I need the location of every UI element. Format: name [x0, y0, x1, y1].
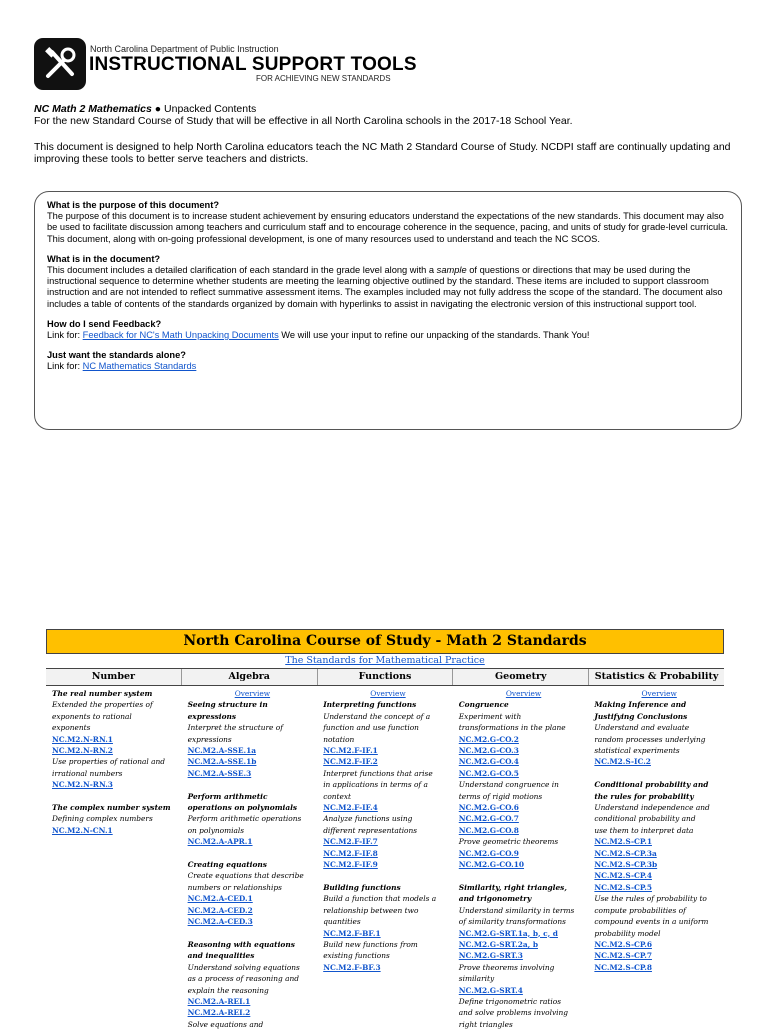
spacer — [188, 779, 318, 790]
standard-link[interactable]: NC.M2.S-IC.2 — [594, 757, 651, 767]
standard-link[interactable]: NC.M2.F-IF.9 — [323, 860, 378, 870]
intro — [34, 103, 734, 165]
cluster-description: Understand similarity in terms — [458, 905, 575, 915]
cluster-heading: Similarity, right triangles, — [458, 882, 567, 892]
cluster-description: Use properties of rational and — [52, 757, 165, 767]
header-algebra: Algebra — [181, 669, 317, 685]
standard-link[interactable]: NC.M2.A-SSE.1a — [187, 746, 257, 756]
doc-title-rest: ● Unpacked Contents — [151, 103, 257, 115]
standard-link[interactable]: NC.M2.G-SRT.3 — [458, 951, 523, 961]
cluster-description: terms of rigid motions — [458, 791, 543, 801]
feedback-suffix: We will use your input to refine our unpacking of the standards. Thank You! — [278, 330, 590, 341]
standard-link[interactable]: NC.M2.A-SSE.1b — [187, 757, 257, 767]
cluster-heading: Building functions — [323, 882, 401, 892]
cluster-heading: Perform arithmetic — [187, 791, 268, 801]
spacer — [188, 928, 318, 939]
tools-icon — [34, 38, 86, 90]
cluster-description: context — [323, 791, 352, 801]
standards-table — [46, 629, 724, 1030]
standard-link[interactable]: NC.M2.G-SRT.1a, b, c, d — [458, 928, 558, 938]
table-columns — [46, 686, 724, 1030]
intro-paragraph: This document is designed to help North Carolina educators teach the NC Math 2 Standard Course of Study. NCDPI staff are continually updating and improving these tools to better serve teachers and districts. — [34, 141, 731, 165]
standard-link[interactable]: NC.M2.A-REI.1 — [187, 996, 251, 1006]
standards-text — [47, 361, 729, 372]
standard-link[interactable]: NC.M2.G-CO.3 — [458, 746, 519, 756]
cluster-heading: The real number system — [52, 689, 153, 698]
doc-title-bold: NC Math 2 Mathematics — [34, 103, 152, 115]
logo-title: INSTRUCTIONAL SUPPORT TOOLS — [89, 54, 417, 75]
standards-prefix: Link for: — [47, 361, 83, 372]
logo — [34, 38, 417, 90]
overview-link[interactable]: Overview — [234, 689, 271, 698]
cluster-description: statistical experiments — [594, 746, 680, 756]
doc-title — [34, 103, 734, 115]
cluster-description: explain the reasoning — [187, 985, 269, 995]
cluster-heading: Creating equations — [187, 860, 267, 870]
spacer — [188, 848, 318, 859]
standard-link[interactable]: NC.M2.N-RN.2 — [52, 746, 113, 756]
standard-link[interactable]: NC.M2.S-CP.8 — [594, 962, 652, 972]
cluster-description: Interpret functions that arise — [323, 768, 433, 778]
standard-link[interactable]: NC.M2.S-CP.7 — [594, 951, 652, 961]
feedback-link[interactable]: Feedback for NC's Math Unpacking Documents — [82, 330, 279, 341]
feedback-text — [47, 330, 729, 341]
cluster-description: use them to interpret data — [594, 825, 694, 835]
cluster-description: right triangles — [458, 1019, 513, 1029]
table-subtitle — [46, 654, 724, 668]
cluster-description: compound events in a uniform — [594, 917, 709, 927]
header-number: Number — [91, 671, 136, 682]
cluster-description: notation — [323, 734, 355, 744]
cluster-heading: and trigonometry — [458, 894, 532, 904]
info-box — [34, 191, 742, 430]
standard-link[interactable]: NC.M2.F-IF.1 — [323, 746, 378, 756]
cluster-description: Understand congruence in — [458, 780, 559, 790]
practice-link[interactable]: The Standards for Mathematical Practice — [285, 655, 485, 666]
column-functions — [317, 686, 453, 1030]
cluster-description: and solve problems involving — [458, 1008, 569, 1018]
cluster-description: Define trigonometric ratios — [458, 996, 562, 1006]
cluster-description: expressions — [187, 734, 232, 744]
standard-link[interactable]: NC.M2.N-RN.3 — [52, 780, 113, 790]
contents-text — [47, 265, 729, 310]
cluster-description: Understand independence and — [594, 803, 710, 813]
standard-link[interactable]: NC.M2.A-CED.3 — [187, 917, 253, 927]
cluster-description: Create equations that describe — [187, 871, 304, 881]
purpose-text: The purpose of this document is to increase student achievement by ensuring educators understand the expectations of the new standards. This document may also be used to facilitate discussion among teachers and curriculum staff and to encourage coherence in the sequence, pacing, and units of study for grade-level curricula. This document, along with on-going professional development, is one of many resources used to understand and teach the NC SCOS. — [47, 211, 728, 244]
cluster-heading: The complex number system — [52, 803, 171, 813]
standard-link[interactable]: NC.M2.A-CED.2 — [187, 905, 253, 915]
cluster-heading: Making Inference and — [594, 700, 687, 710]
cluster-heading: Seeing structure in — [187, 700, 268, 710]
standard-link[interactable]: NC.M2.A-REI.2 — [187, 1008, 251, 1018]
standard-link[interactable]: NC.M2.S-CP.3b — [594, 860, 658, 870]
contents-heading: What is in the document? — [47, 253, 161, 264]
overview-link[interactable]: Overview — [370, 689, 406, 698]
cluster-description: Perform arithmetic operations — [187, 814, 302, 824]
cluster-heading: the rules for probability — [594, 791, 694, 801]
logo-tagline: FOR ACHIEVING NEW STANDARDS — [256, 74, 391, 83]
contents-text-pre: This document includes a detailed clarification of each standard in the grade level along with a — [47, 265, 437, 276]
cluster-description: in applications in terms of a — [323, 780, 428, 790]
cluster-description: quantities — [323, 917, 361, 927]
cluster-description: irrational numbers — [52, 768, 123, 778]
cluster-heading: and inequalities — [187, 951, 255, 961]
spacer — [323, 871, 453, 882]
cluster-description: Prove theorems involving — [458, 962, 555, 972]
cluster-heading: Congruence — [458, 700, 509, 710]
standard-link[interactable]: NC.M2.G-CO.4 — [458, 757, 519, 767]
standards-link[interactable]: NC Mathematics Standards — [82, 361, 197, 372]
cluster-heading: expressions — [187, 711, 237, 721]
header-geometry: Geometry — [452, 669, 588, 685]
cluster-description: different representations — [323, 825, 418, 835]
standard-link[interactable]: NC.M2.S-CP.3a — [594, 848, 657, 858]
cluster-description: Solve equations and — [187, 1019, 264, 1029]
standard-link[interactable]: NC.M2.F-IF.2 — [323, 757, 378, 767]
contents-text-post: of questions or directions that may be used during the instructional sequence to determine whether students are meeting the learning objective outlined by the standard. These items are included to support classroom instruction and are not intended to reflect summative assessment items. The examples included may not fully address the scope of the standard. The document also includes a table of contents of the standards organized by domain with hyperlinks to assist in navigating the electronic version of this instructional support tool. — [47, 265, 723, 309]
cluster-description: Understand and evaluate — [594, 723, 690, 733]
standard-link[interactable]: NC.M2.S-CP.5 — [594, 882, 652, 892]
cluster-heading: Reasoning with equations — [187, 939, 295, 949]
spacer — [52, 791, 182, 802]
cluster-description: on polynomials — [187, 825, 245, 835]
standard-link[interactable]: NC.M2.A-SSE.3 — [187, 768, 252, 778]
cluster-description: as a process of reasoning and — [187, 974, 300, 984]
cluster-heading: operations on polynomials — [187, 803, 298, 813]
standard-link[interactable]: NC.M2.F-BF.3 — [323, 962, 381, 972]
cluster-description: Interpret the structure of — [187, 723, 283, 733]
standard-link[interactable]: NC.M2.G-CO.8 — [458, 825, 519, 835]
cluster-heading: Conditional probability and — [594, 780, 709, 790]
cluster-description: Defining complex numbers — [52, 814, 153, 824]
overview-link[interactable]: Overview — [505, 689, 542, 698]
cluster-description: Experiment with — [458, 711, 522, 721]
standard-link[interactable]: NC.M2.F-IF.4 — [323, 803, 378, 813]
cluster-description: probability model — [594, 928, 661, 938]
cluster-description: exponents — [52, 723, 91, 733]
overview-link[interactable]: Overview — [641, 689, 677, 698]
standard-link[interactable]: NC.M2.G-CO.2 — [458, 734, 519, 744]
cluster-description: random processes underlying — [594, 734, 706, 744]
standard-link[interactable]: NC.M2.G-SRT.2a, b — [458, 939, 538, 949]
cluster-description: conditional probability and — [594, 814, 696, 824]
cluster-description: Prove geometric theorems — [458, 837, 559, 847]
standard-link[interactable]: NC.M2.A-CED.1 — [187, 894, 253, 904]
cluster-description: transformations in the plane — [458, 723, 566, 733]
purpose-heading: What is the purpose of this document? — [47, 200, 219, 210]
standard-link[interactable]: NC.M2.N-RN.1 — [52, 734, 113, 744]
standard-link[interactable]: NC.M2.G-CO.10 — [458, 860, 525, 870]
cluster-description: Use the rules of probability to — [594, 894, 707, 904]
cluster-description: similarity — [458, 974, 495, 984]
feedback-heading: How do I send Feedback? — [47, 318, 162, 329]
standard-link[interactable]: NC.M2.G-CO.7 — [458, 814, 519, 824]
standard-link[interactable]: NC.M2.N-CN.1 — [52, 825, 113, 835]
cluster-description: numbers or relationships — [187, 882, 282, 892]
standard-link[interactable]: NC.M2.F-IF.7 — [323, 837, 378, 847]
cluster-heading: Justifying Conclusions — [594, 711, 688, 721]
table-title: North Carolina Course of Study - Math 2 Standards — [46, 629, 724, 654]
cluster-heading: Interpreting functions — [323, 700, 417, 710]
standards-heading: Just want the standards alone? — [47, 350, 186, 361]
standard-link[interactable]: NC.M2.S-CP.4 — [594, 871, 652, 881]
cluster-description: of similarity transformations — [458, 917, 566, 927]
feedback-prefix: Link for: — [47, 330, 83, 341]
cluster-description: relationship between two — [323, 905, 419, 915]
standard-link[interactable]: NC.M2.G-CO.9 — [458, 848, 519, 858]
cluster-description: function and use function — [323, 723, 419, 733]
standard-link[interactable]: NC.M2.S-CP.6 — [594, 939, 652, 949]
cluster-description: exponents to rational — [52, 711, 132, 721]
standard-link[interactable]: NC.M2.F-BF.1 — [323, 928, 381, 938]
standard-link[interactable]: NC.M2.A-APR.1 — [187, 837, 253, 847]
dept-name: North Carolina Department of Public Instruction — [90, 44, 279, 54]
cluster-description: Extended the properties of — [52, 700, 153, 710]
column-number — [46, 686, 182, 1030]
cluster-description: Understand solving equations — [187, 962, 300, 972]
contents-text-em: sample — [436, 265, 467, 276]
standard-link[interactable]: NC.M2.S-CP.1 — [594, 837, 652, 847]
cluster-description: existing functions — [323, 951, 390, 961]
column-geometry — [453, 686, 589, 1030]
cluster-description: Analyze functions using — [323, 814, 413, 824]
cluster-description: Understand the concept of a — [323, 711, 431, 721]
intro-line: For the new Standard Course of Study that will be effective in all North Carolina schools in the 2017-18 School Year. — [34, 115, 573, 127]
standard-link[interactable]: NC.M2.G-SRT.4 — [458, 985, 523, 995]
standard-link[interactable]: NC.M2.G-CO.5 — [458, 768, 519, 778]
header-functions: Functions — [317, 669, 453, 685]
cluster-description: Build new functions from — [323, 939, 418, 949]
table-headers — [46, 668, 724, 686]
column-algebra — [182, 686, 318, 1030]
cluster-description: compute probabilities of — [594, 905, 686, 915]
header-statistics: Statistics & Probability — [588, 669, 724, 685]
standard-link[interactable]: NC.M2.F-IF.8 — [323, 848, 378, 858]
column-statistics — [588, 686, 724, 1030]
standard-link[interactable]: NC.M2.G-CO.6 — [458, 803, 519, 813]
spacer — [459, 871, 589, 882]
cluster-description: Build a function that models a — [323, 894, 437, 904]
spacer — [594, 768, 724, 779]
